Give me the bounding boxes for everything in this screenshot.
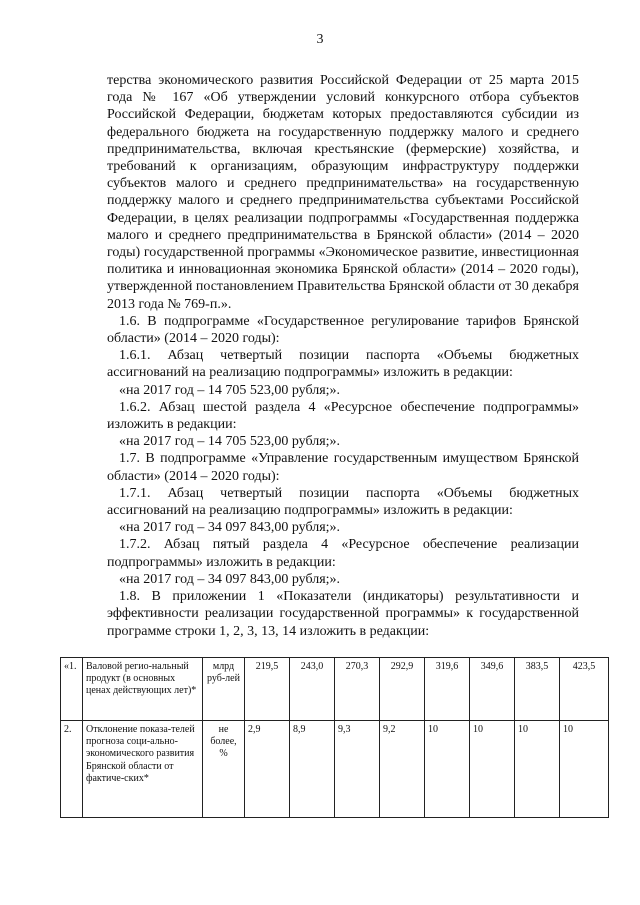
paragraph: 1.7. В подпрограмме «Управление государственным имуществом Брянской области» (2014 – 2020 годы):: [107, 451, 579, 484]
paragraph: «на 2017 год – 34 097 843,00 рубля;».: [119, 571, 341, 587]
paragraph: «на 2017 год – 14 705 523,00 рубля;».: [119, 382, 341, 398]
paragraph: терства экономического развития Российской Федерации от 25 марта 2015 года № 167 «Об утверждении условий конкурсного отбора субъектов Российской Федерации, бюджетам которых предоставляются субсидии из федерального бюджета на государственную поддержку малого и среднего предпринимательства, включая крестьянские (фермерские) хозяйства, и требований к организациям, образующим инфраструктуру поддержки субъектов малого и среднего предпринимательства» на государственную поддержку малого и среднего предпринимательства субъектами Российской Федерации, в целях реализации подпрограммы «Государственная поддержка малого и среднего предпринимательства в Брянской области» (2014 – 2020 годы) государственной программы «Экономическое развитие, инвестиционная политика и инновационная экономика Брянской области» (2014 – 2020 годы), утвержденной постановлением Правительства Брянской области от 30 декабря 2013 года № 769-п.».: [107, 73, 579, 312]
value-cell: 243,0: [290, 658, 335, 721]
value-cell: 319,6: [425, 658, 470, 721]
indicators-table: [60, 657, 609, 818]
paragraph: «на 2017 год – 14 705 523,00 рубля;».: [119, 434, 341, 450]
value-cell: 9,3: [335, 721, 380, 818]
table-row: [61, 721, 609, 818]
value-cell: 270,3: [335, 658, 380, 721]
value-cell: 349,6: [470, 658, 515, 721]
table-row: [61, 658, 609, 721]
page-number: 3: [316, 32, 324, 47]
value-cell: 2,9: [245, 721, 290, 818]
indicator-name: Валовой регио-нальный продукт (в основных ценах действующих лет)*: [83, 658, 203, 721]
value-cell: 219,5: [245, 658, 290, 721]
paragraph: 1.7.2. Абзац пятый раздела 4 «Ресурсное обеспечение реализации подпрограммы» изложить в редакции:: [107, 537, 579, 570]
value-cell: 9,2: [380, 721, 425, 818]
value-cell: 8,9: [290, 721, 335, 818]
value-cell: 10: [470, 721, 515, 818]
unit-cell: млрд руб-лей: [203, 658, 245, 721]
body-text: [107, 72, 579, 640]
value-cell: 10: [560, 721, 609, 818]
paragraph: 1.6.1. Абзац четвертый позиции паспорта «Объемы бюджетных ассигнований на реализацию подпрограммы» изложить в редакции:: [107, 348, 579, 381]
paragraph: 1.6. В подпрограмме «Государственное регулирование тарифов Брянской области» (2014 – 2020 годы):: [107, 313, 579, 347]
unit-cell: не более, %: [203, 721, 245, 818]
row-number: «1.: [61, 658, 83, 721]
paragraph: 1.7.1. Абзац четвертый позиции паспорта «Объемы бюджетных ассигнований на реализацию подпрограммы» изложить в редакции:: [107, 485, 579, 519]
value-cell: 10: [515, 721, 560, 818]
row-number: 2.: [61, 721, 83, 818]
value-cell: 10: [425, 721, 470, 818]
indicator-name: Отклонение показа-телей прогноза соци-ально-экономического развития Брянской области от фактиче-ских*: [83, 721, 203, 818]
value-cell: 292,9: [380, 658, 425, 721]
value-cell: 383,5: [515, 658, 560, 721]
paragraph: 1.6.2. Абзац шестой раздела 4 «Ресурсное обеспечение подпрограммы» изложить в редакции:: [107, 399, 579, 433]
value-cell: 423,5: [560, 658, 609, 721]
paragraph: «на 2017 год – 34 097 843,00 рубля;».: [119, 520, 341, 536]
paragraph: 1.8. В приложении 1 «Показатели (индикаторы) результативности и эффективности реализации государственной программы» к государственной программе строки 1, 2, 3, 13, 14 изложить в редакции:: [107, 589, 579, 639]
